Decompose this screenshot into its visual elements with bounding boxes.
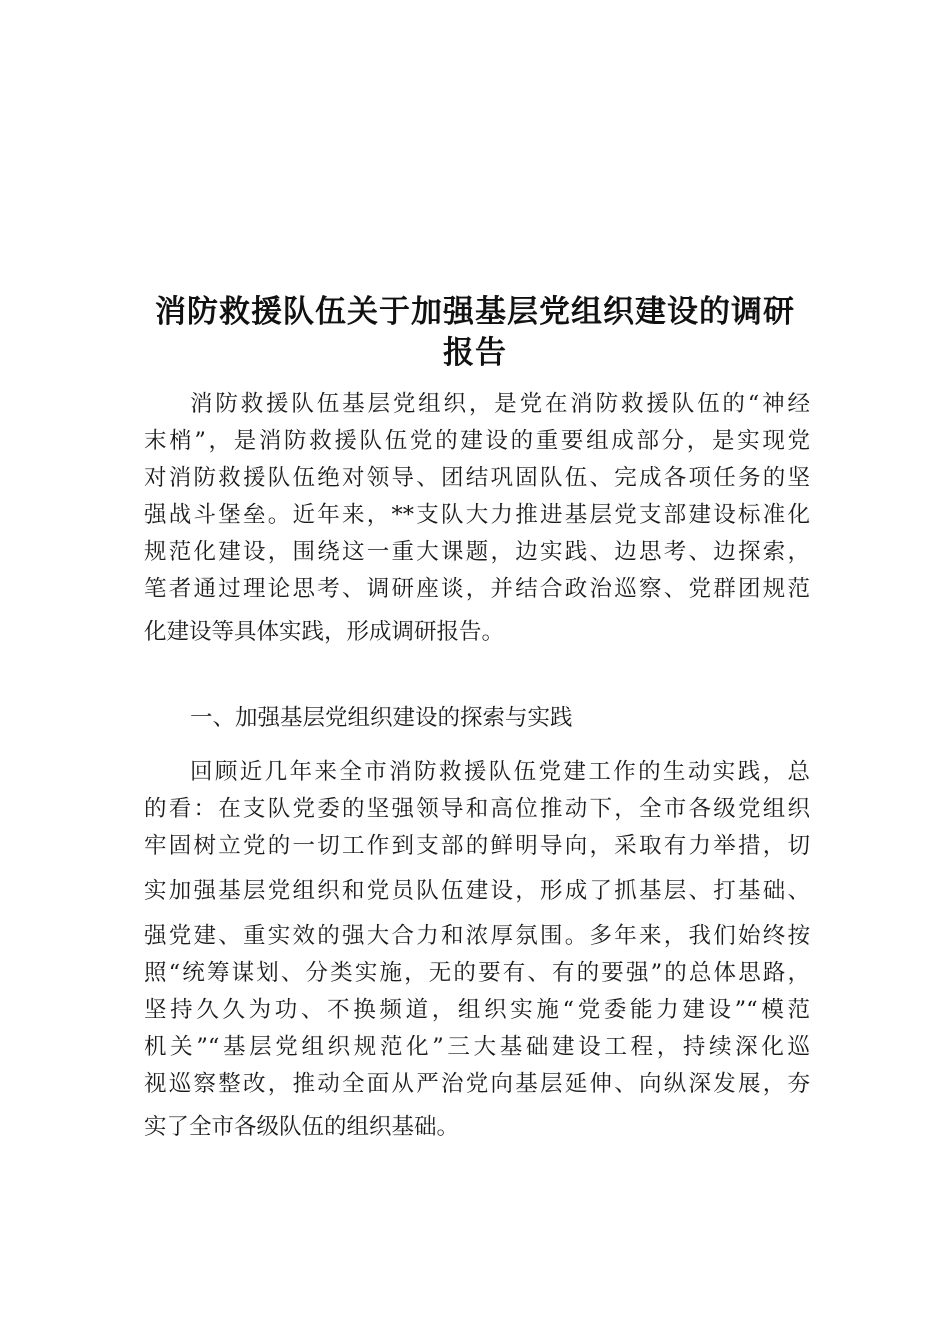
paragraph-line: 强党建、重实效的强大合力和浓厚氛围。多年来，我们始终按 [144,923,810,949]
paragraph-line: 实加强基层党组织和党员队伍建设，形成了抓基层、打基础、 [144,878,810,904]
paragraph-line: 视巡察整改，推动全面从严治党向基层延伸、向纵深发展，夯 [144,1071,810,1097]
title-line-2: 报告 [443,335,507,371]
paragraph-line: 末梢”，是消防救援队伍党的建设的重要组成部分，是实现党 [144,428,810,454]
paragraph-line: 笔者通过理论思考、调研座谈，并结合政治巡察、党群团规范 [144,576,810,602]
paragraph-line: 坚持久久为功、不换频道，组织实施“党委能力建设”“模范 [144,997,810,1023]
paragraph-line: 实了全市各级队伍的组织基础。 [144,1114,460,1140]
section-paragraph [144,754,810,1146]
paragraph-line: 回顾近几年来全市消防救援队伍党建工作的生动实践，总 [190,759,810,785]
paragraph-line: 消防救援队伍基层党组织，是党在消防救援队伍的“神经 [190,391,810,417]
paragraph-line: 规范化建设，围绕这一重大课题，边实践、边思考、边探索， [144,539,810,565]
paragraph-line: 的看：在支队党委的坚强领导和高位推动下，全市各级党组织 [144,796,810,822]
title-line-1: 消防救援队伍关于加强基层党组织建设的调研 [155,294,795,330]
paragraph-line: 机关”“基层党组织规范化”三大基础建设工程，持续深化巡 [144,1034,810,1060]
paragraph-line: 化建设等具体实践，形成调研报告。 [144,619,505,645]
intro-paragraph [144,386,810,651]
section-heading: 一、加强基层党组织建设的探索与实践 [190,705,573,731]
paragraph-line: 照“统筹谋划、分类实施，无的要有、有的要强”的总体思路， [144,960,810,986]
paragraph-line: 对消防救援队伍绝对领导、团结巩固队伍、完成各项任务的坚 [144,465,810,491]
paragraph-line: 牢固树立党的一切工作到支部的鲜明导向，采取有力举措，切 [144,833,810,859]
paragraph-line: 强战斗堡垒。近年来，**支队大力推进基层党支部建设标准化 [144,502,810,528]
document-title [120,292,830,374]
